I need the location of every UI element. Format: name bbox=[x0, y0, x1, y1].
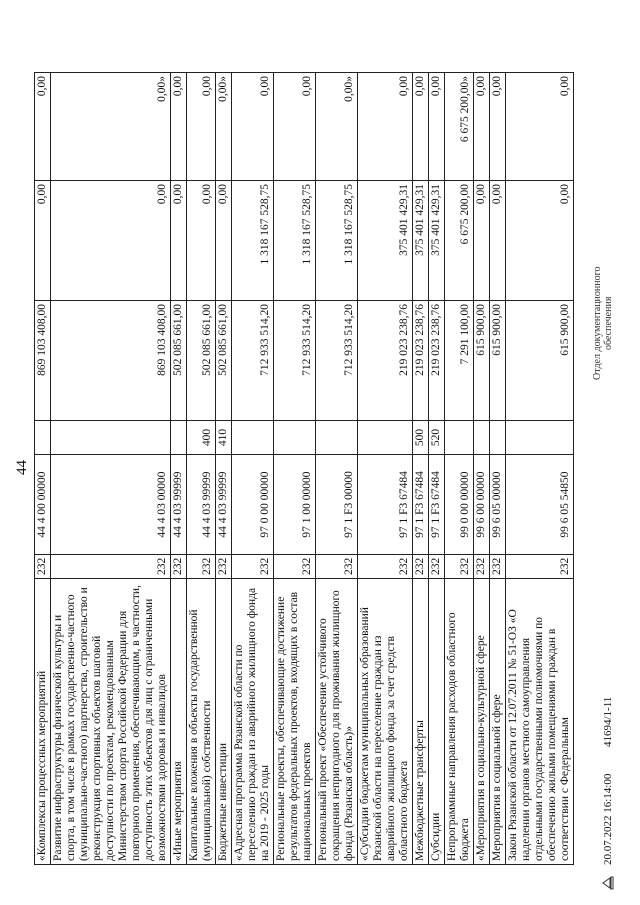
row-amount-2-cell: 0,00 bbox=[51, 181, 171, 301]
row-amount-2-cell: 1 318 167 528,75 bbox=[274, 181, 316, 301]
row-amount-3-cell: 0,00 bbox=[187, 73, 216, 181]
row-ministry-code-cell: 232 bbox=[413, 555, 429, 579]
row-ministry-code-cell: 232 bbox=[490, 555, 506, 579]
row-amount-1-cell: 712 933 514,20 bbox=[316, 301, 358, 421]
row-expense-type-cell: 520 bbox=[429, 421, 445, 455]
row-expense-type-cell bbox=[51, 421, 171, 455]
row-name-cell: Непрограммные направления расходов областного бюджета bbox=[445, 579, 474, 865]
row-amount-3-cell: 6 675 200,00» bbox=[445, 73, 474, 181]
row-ministry-code-cell: 232 bbox=[358, 555, 413, 579]
row-amount-2-cell: 0,00 bbox=[187, 181, 216, 301]
footer-document-code: 41694/1-11 bbox=[602, 696, 614, 747]
row-amount-3-cell: 0,00 bbox=[429, 73, 445, 181]
row-target-article-cell: 44 4 03 99999 bbox=[171, 455, 187, 555]
budget-table bbox=[34, 72, 574, 865]
row-expense-type-cell: 400 bbox=[187, 421, 216, 455]
table-row bbox=[506, 73, 574, 865]
row-ministry-code-cell: 232 bbox=[51, 555, 171, 579]
row-amount-1-cell: 502 085 661,00 bbox=[187, 301, 216, 421]
row-amount-1-cell: 502 085 661,00 bbox=[216, 301, 232, 421]
row-ministry-code-cell: 232 bbox=[187, 555, 216, 579]
row-amount-3-cell: 0,00 bbox=[35, 73, 51, 181]
footer-datetime: 20.07.2022 16:14:00 bbox=[602, 773, 614, 865]
row-expense-type-cell bbox=[445, 421, 474, 455]
row-target-article-cell: 97 1 F3 67484 bbox=[413, 455, 429, 555]
stamp-line-1: Отдел документационного bbox=[592, 266, 603, 380]
row-amount-2-cell: 0,00 bbox=[216, 181, 232, 301]
row-amount-2-cell: 375 401 429,31 bbox=[358, 181, 413, 301]
row-ministry-code-cell: 232 bbox=[232, 555, 274, 579]
row-expense-type-cell bbox=[474, 421, 490, 455]
table-row bbox=[216, 73, 232, 865]
table-row bbox=[187, 73, 216, 865]
budget-table-body bbox=[35, 73, 574, 865]
table-row bbox=[490, 73, 506, 865]
row-target-article-cell: 44 4 03 00000 bbox=[51, 455, 171, 555]
row-amount-3-cell: 0,00» bbox=[216, 73, 232, 181]
row-amount-3-cell: 0,00 bbox=[490, 73, 506, 181]
row-ministry-code-cell: 232 bbox=[274, 555, 316, 579]
row-amount-3-cell: 0,00 bbox=[506, 73, 574, 181]
row-target-article-cell: 99 6 05 54850 bbox=[506, 455, 574, 555]
row-target-article-cell: 97 1 00 00000 bbox=[274, 455, 316, 555]
row-amount-3-cell: 0,00 bbox=[274, 73, 316, 181]
row-amount-1-cell: 219 023 238,76 bbox=[429, 301, 445, 421]
table-row bbox=[316, 73, 358, 865]
row-target-article-cell: 44 4 00 00000 bbox=[35, 455, 51, 555]
row-amount-3-cell: 0,00 bbox=[413, 73, 429, 181]
row-ministry-code-cell: 232 bbox=[171, 555, 187, 579]
row-amount-2-cell: 6 675 200,00 bbox=[445, 181, 474, 301]
logo-icon bbox=[600, 875, 614, 891]
row-amount-1-cell: 615 900,00 bbox=[474, 301, 490, 421]
row-ministry-code-cell: 232 bbox=[216, 555, 232, 579]
row-expense-type-cell bbox=[171, 421, 187, 455]
table-row bbox=[51, 73, 171, 865]
row-name-cell: «Адресная программа Рязанской области по переселению граждан из аварийного жилищного фонда на 2019 - 2025 годы bbox=[232, 579, 274, 865]
row-name-cell: «Комплексы процессных мероприятий bbox=[35, 579, 51, 865]
table-row bbox=[171, 73, 187, 865]
row-expense-type-cell bbox=[506, 421, 574, 455]
table-row bbox=[429, 73, 445, 865]
row-ministry-code-cell: 232 bbox=[429, 555, 445, 579]
row-amount-1-cell: 869 103 408,00 bbox=[35, 301, 51, 421]
row-name-cell: Закон Рязанской области от 12.07.2011 № 51-ОЗ «О наделении органов местного самоуправления отдельными государственными полномочиями по обеспечению жилыми помещениями граждан в соответствии с Федеральным bbox=[506, 579, 574, 865]
row-amount-1-cell: 615 900,00 bbox=[490, 301, 506, 421]
row-amount-2-cell: 0,00 bbox=[506, 181, 574, 301]
row-amount-2-cell: 1 318 167 528,75 bbox=[232, 181, 274, 301]
stamp-line-2: обеспечения bbox=[603, 296, 614, 350]
row-expense-type-cell: 500 bbox=[413, 421, 429, 455]
row-amount-2-cell: 375 401 429,31 bbox=[429, 181, 445, 301]
row-amount-1-cell: 219 023 238,76 bbox=[413, 301, 429, 421]
row-amount-3-cell: 0,00» bbox=[51, 73, 171, 181]
row-amount-1-cell: 869 103 408,00 bbox=[51, 301, 171, 421]
row-target-article-cell: 44 4 03 99999 bbox=[216, 455, 232, 555]
row-amount-2-cell: 1 318 167 528,75 bbox=[316, 181, 358, 301]
table-row bbox=[413, 73, 429, 865]
row-target-article-cell: 99 6 00 00000 bbox=[474, 455, 490, 555]
row-target-article-cell: 44 4 03 99999 bbox=[187, 455, 216, 555]
row-name-cell: Мероприятия в социальной сфере bbox=[490, 579, 506, 865]
row-name-cell: «Иные мероприятия bbox=[171, 579, 187, 865]
table-row bbox=[35, 73, 51, 865]
row-expense-type-cell: 410 bbox=[216, 421, 232, 455]
row-name-cell: Капитальные вложения в объекты государственной (муниципальной) собственности bbox=[187, 579, 216, 865]
row-expense-type-cell bbox=[490, 421, 506, 455]
row-name-cell: Региональный проект «Обеспечение устойчивого сокращения непригодного для проживания жилищного фонда (Рязанская область)» bbox=[316, 579, 358, 865]
table-row bbox=[232, 73, 274, 865]
row-amount-3-cell: 0,00» bbox=[316, 73, 358, 181]
row-name-cell: Региональные проекты, обеспечивающие достижение результатов федеральных проектов, входящих в состав национальных проектов bbox=[274, 579, 316, 865]
row-ministry-code-cell: 232 bbox=[35, 555, 51, 579]
row-name-cell: Развитие инфраструктуры физической культуры и спорта, в том числе в рамках государственно-частного (муниципально-частного) партнерства, строительство и реконструкция спортивных объектов шаговой доступности по проектам, рекомендованным Министерством спорта Российской Федерации для повторного применения, обеспечивающим, в частности, доступность этих объектов для лиц с ограниченными возможностями здоровья и инвалидов bbox=[51, 579, 171, 865]
row-amount-3-cell: 0,00 bbox=[171, 73, 187, 181]
row-amount-3-cell: 0,00 bbox=[358, 73, 413, 181]
row-expense-type-cell bbox=[232, 421, 274, 455]
row-target-article-cell: 97 1 F3 67484 bbox=[358, 455, 413, 555]
row-target-article-cell: 97 1 F3 00000 bbox=[316, 455, 358, 555]
table-row bbox=[445, 73, 474, 865]
row-target-article-cell: 97 0 00 00000 bbox=[232, 455, 274, 555]
table-row bbox=[474, 73, 490, 865]
department-stamp bbox=[592, 267, 614, 380]
row-amount-1-cell: 712 933 514,20 bbox=[274, 301, 316, 421]
row-expense-type-cell bbox=[316, 421, 358, 455]
row-expense-type-cell bbox=[274, 421, 316, 455]
row-name-cell: Бюджетные инвестиции bbox=[216, 579, 232, 865]
row-target-article-cell: 99 6 05 00000 bbox=[490, 455, 506, 555]
row-name-cell: Межбюджетные трансферты bbox=[413, 579, 429, 865]
row-amount-1-cell: 7 291 100,00 bbox=[445, 301, 474, 421]
row-amount-1-cell: 712 933 514,20 bbox=[232, 301, 274, 421]
row-amount-3-cell: 0,00 bbox=[474, 73, 490, 181]
row-name-cell: «Субсидии бюджетам муниципальных образований Рязанской области на переселение граждан из аварийного жилищного фонда за счет средств областного бюджета bbox=[358, 579, 413, 865]
row-target-article-cell: 99 0 00 00000 bbox=[445, 455, 474, 555]
row-amount-3-cell: 0,00 bbox=[232, 73, 274, 181]
row-amount-1-cell: 219 023 238,76 bbox=[358, 301, 413, 421]
row-amount-2-cell: 0,00 bbox=[490, 181, 506, 301]
row-amount-1-cell: 502 085 661,00 bbox=[171, 301, 187, 421]
row-expense-type-cell bbox=[35, 421, 51, 455]
row-amount-2-cell: 0,00 bbox=[171, 181, 187, 301]
row-amount-1-cell: 615 900,00 bbox=[506, 301, 574, 421]
table-row bbox=[274, 73, 316, 865]
row-ministry-code-cell: 232 bbox=[506, 555, 574, 579]
table-row bbox=[358, 73, 413, 865]
row-expense-type-cell bbox=[358, 421, 413, 455]
row-target-article-cell: 97 1 F3 67484 bbox=[429, 455, 445, 555]
row-amount-2-cell: 375 401 429,31 bbox=[413, 181, 429, 301]
row-ministry-code-cell: 232 bbox=[445, 555, 474, 579]
row-amount-2-cell: 0,00 bbox=[35, 181, 51, 301]
page-number: 44 bbox=[14, 460, 30, 475]
row-ministry-code-cell: 232 bbox=[474, 555, 490, 579]
row-name-cell: Субсидии bbox=[429, 579, 445, 865]
row-amount-2-cell: 0,00 bbox=[474, 181, 490, 301]
row-ministry-code-cell: 232 bbox=[316, 555, 358, 579]
row-name-cell: «Мероприятия в социально-культурной сфере bbox=[474, 579, 490, 865]
